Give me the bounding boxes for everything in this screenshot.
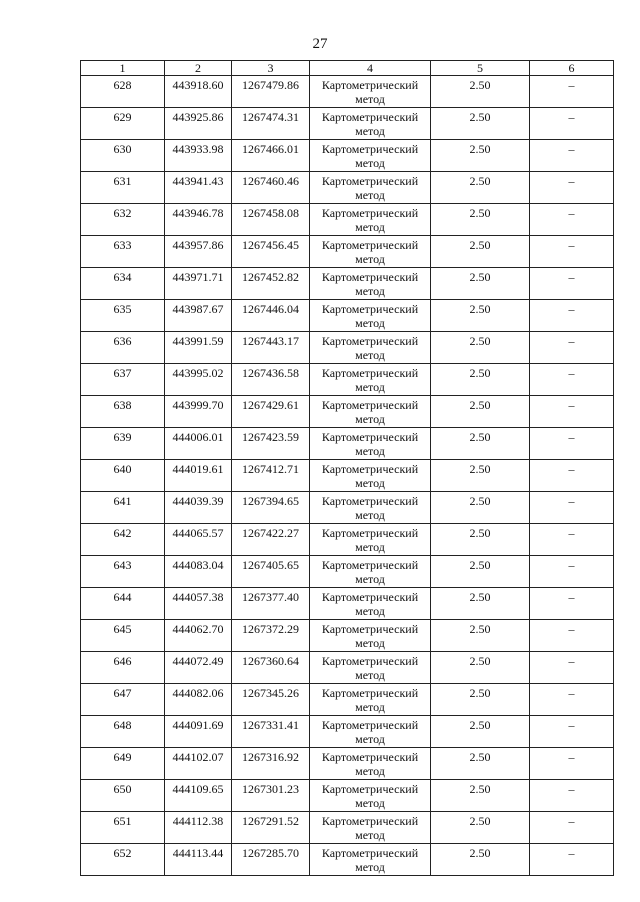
method-cell: Картометрический метод — [310, 524, 431, 556]
accuracy-cell: 2.50 — [431, 684, 530, 716]
y-coordinate-cell: 1267458.08 — [232, 204, 310, 236]
x-coordinate-cell: 443933.98 — [165, 140, 232, 172]
point-number-cell: 652 — [81, 844, 165, 876]
x-coordinate-cell: 443991.59 — [165, 332, 232, 364]
table-row — [81, 812, 614, 844]
x-coordinate-cell: 444113.44 — [165, 844, 232, 876]
y-coordinate-cell: 1267285.70 — [232, 844, 310, 876]
y-coordinate-cell: 1267446.04 — [232, 300, 310, 332]
y-coordinate-cell: 1267460.46 — [232, 172, 310, 204]
method-cell: Картометрический метод — [310, 716, 431, 748]
x-coordinate-cell: 444112.38 — [165, 812, 232, 844]
point-number-cell: 639 — [81, 428, 165, 460]
table-row — [81, 268, 614, 300]
method-cell: Картометрический метод — [310, 300, 431, 332]
method-cell: Картометрический метод — [310, 140, 431, 172]
accuracy-cell: 2.50 — [431, 524, 530, 556]
table-row — [81, 556, 614, 588]
accuracy-cell: 2.50 — [431, 812, 530, 844]
point-number-cell: 646 — [81, 652, 165, 684]
method-cell: Картометрический метод — [310, 620, 431, 652]
method-cell: Картометрический метод — [310, 684, 431, 716]
point-number-cell: 628 — [81, 76, 165, 108]
y-coordinate-cell: 1267377.40 — [232, 588, 310, 620]
table-row — [81, 460, 614, 492]
method-cell: Картометрический метод — [310, 588, 431, 620]
accuracy-cell: 2.50 — [431, 428, 530, 460]
accuracy-cell: 2.50 — [431, 204, 530, 236]
x-coordinate-cell: 443941.43 — [165, 172, 232, 204]
table-row — [81, 620, 614, 652]
coordinates-table — [80, 60, 614, 876]
y-coordinate-cell: 1267443.17 — [232, 332, 310, 364]
point-number-cell: 642 — [81, 524, 165, 556]
accuracy-cell: 2.50 — [431, 364, 530, 396]
method-cell: Картометрический метод — [310, 332, 431, 364]
note-cell: – — [530, 428, 614, 460]
point-number-cell: 633 — [81, 236, 165, 268]
note-cell: – — [530, 204, 614, 236]
y-coordinate-cell: 1267466.01 — [232, 140, 310, 172]
y-coordinate-cell: 1267412.71 — [232, 460, 310, 492]
accuracy-cell: 2.50 — [431, 236, 530, 268]
note-cell: – — [530, 300, 614, 332]
accuracy-cell: 2.50 — [431, 780, 530, 812]
table-row — [81, 684, 614, 716]
note-cell: – — [530, 524, 614, 556]
y-coordinate-cell: 1267291.52 — [232, 812, 310, 844]
method-cell: Картометрический метод — [310, 460, 431, 492]
point-number-cell: 647 — [81, 684, 165, 716]
table-row — [81, 748, 614, 780]
page-number: 27 — [312, 36, 328, 52]
accuracy-cell: 2.50 — [431, 652, 530, 684]
method-cell: Картометрический метод — [310, 844, 431, 876]
x-coordinate-cell: 443971.71 — [165, 268, 232, 300]
accuracy-cell: 2.50 — [431, 588, 530, 620]
accuracy-cell: 2.50 — [431, 396, 530, 428]
note-cell: – — [530, 652, 614, 684]
x-coordinate-cell: 444091.69 — [165, 716, 232, 748]
note-cell: – — [530, 172, 614, 204]
x-coordinate-cell: 444019.61 — [165, 460, 232, 492]
table-row — [81, 652, 614, 684]
table-row — [81, 140, 614, 172]
x-coordinate-cell: 444082.06 — [165, 684, 232, 716]
method-cell: Картометрический метод — [310, 76, 431, 108]
table-row — [81, 396, 614, 428]
y-coordinate-cell: 1267405.65 — [232, 556, 310, 588]
point-number-cell: 635 — [81, 300, 165, 332]
accuracy-cell: 2.50 — [431, 844, 530, 876]
accuracy-cell: 2.50 — [431, 556, 530, 588]
point-number-cell: 643 — [81, 556, 165, 588]
point-number-cell: 640 — [81, 460, 165, 492]
method-cell: Картометрический метод — [310, 780, 431, 812]
table-row — [81, 332, 614, 364]
method-cell: Картометрический метод — [310, 172, 431, 204]
y-coordinate-cell: 1267331.41 — [232, 716, 310, 748]
point-number-cell: 644 — [81, 588, 165, 620]
method-cell: Картометрический метод — [310, 364, 431, 396]
point-number-cell: 638 — [81, 396, 165, 428]
note-cell: – — [530, 748, 614, 780]
accuracy-cell: 2.50 — [431, 172, 530, 204]
accuracy-cell: 2.50 — [431, 140, 530, 172]
x-coordinate-cell: 443946.78 — [165, 204, 232, 236]
accuracy-cell: 2.50 — [431, 300, 530, 332]
note-cell: – — [530, 492, 614, 524]
y-coordinate-cell: 1267452.82 — [232, 268, 310, 300]
y-coordinate-cell: 1267394.65 — [232, 492, 310, 524]
x-coordinate-cell: 443999.70 — [165, 396, 232, 428]
x-coordinate-cell: 444062.70 — [165, 620, 232, 652]
point-number-cell: 636 — [81, 332, 165, 364]
note-cell: – — [530, 556, 614, 588]
x-coordinate-cell: 444006.01 — [165, 428, 232, 460]
note-cell: – — [530, 460, 614, 492]
note-cell: – — [530, 108, 614, 140]
table-row — [81, 300, 614, 332]
column-header-1: 1 — [81, 61, 165, 76]
x-coordinate-cell: 444072.49 — [165, 652, 232, 684]
method-cell: Картометрический метод — [310, 108, 431, 140]
table-row — [81, 76, 614, 108]
accuracy-cell: 2.50 — [431, 268, 530, 300]
y-coordinate-cell: 1267360.64 — [232, 652, 310, 684]
table-row — [81, 172, 614, 204]
note-cell: – — [530, 236, 614, 268]
x-coordinate-cell: 443925.86 — [165, 108, 232, 140]
y-coordinate-cell: 1267422.27 — [232, 524, 310, 556]
x-coordinate-cell: 444065.57 — [165, 524, 232, 556]
point-number-cell: 651 — [81, 812, 165, 844]
method-cell: Картометрический метод — [310, 428, 431, 460]
point-number-cell: 632 — [81, 204, 165, 236]
table-row — [81, 364, 614, 396]
method-cell: Картометрический метод — [310, 812, 431, 844]
column-header-6: 6 — [530, 61, 614, 76]
accuracy-cell: 2.50 — [431, 76, 530, 108]
note-cell: – — [530, 76, 614, 108]
method-cell: Картометрический метод — [310, 236, 431, 268]
point-number-cell: 648 — [81, 716, 165, 748]
column-header-5: 5 — [431, 61, 530, 76]
note-cell: – — [530, 332, 614, 364]
accuracy-cell: 2.50 — [431, 620, 530, 652]
x-coordinate-cell: 443918.60 — [165, 76, 232, 108]
header-row — [81, 61, 614, 76]
x-coordinate-cell: 443957.86 — [165, 236, 232, 268]
note-cell: – — [530, 140, 614, 172]
x-coordinate-cell: 444109.65 — [165, 780, 232, 812]
note-cell: – — [530, 588, 614, 620]
note-cell: – — [530, 780, 614, 812]
table-row — [81, 492, 614, 524]
table-row — [81, 108, 614, 140]
method-cell: Картометрический метод — [310, 556, 431, 588]
accuracy-cell: 2.50 — [431, 716, 530, 748]
point-number-cell: 631 — [81, 172, 165, 204]
point-number-cell: 649 — [81, 748, 165, 780]
y-coordinate-cell: 1267301.23 — [232, 780, 310, 812]
method-cell: Картометрический метод — [310, 268, 431, 300]
y-coordinate-cell: 1267423.59 — [232, 428, 310, 460]
accuracy-cell: 2.50 — [431, 332, 530, 364]
point-number-cell: 641 — [81, 492, 165, 524]
method-cell: Картометрический метод — [310, 204, 431, 236]
x-coordinate-cell: 443987.67 — [165, 300, 232, 332]
point-number-cell: 634 — [81, 268, 165, 300]
point-number-cell: 650 — [81, 780, 165, 812]
y-coordinate-cell: 1267316.92 — [232, 748, 310, 780]
method-cell: Картометрический метод — [310, 492, 431, 524]
accuracy-cell: 2.50 — [431, 748, 530, 780]
table-row — [81, 428, 614, 460]
note-cell: – — [530, 620, 614, 652]
table-row — [81, 716, 614, 748]
table-row — [81, 204, 614, 236]
method-cell: Картометрический метод — [310, 396, 431, 428]
y-coordinate-cell: 1267436.58 — [232, 364, 310, 396]
y-coordinate-cell: 1267429.61 — [232, 396, 310, 428]
y-coordinate-cell: 1267474.31 — [232, 108, 310, 140]
accuracy-cell: 2.50 — [431, 108, 530, 140]
y-coordinate-cell: 1267372.29 — [232, 620, 310, 652]
x-coordinate-cell: 444102.07 — [165, 748, 232, 780]
table-row — [81, 780, 614, 812]
x-coordinate-cell: 444057.38 — [165, 588, 232, 620]
note-cell: – — [530, 716, 614, 748]
note-cell: – — [530, 844, 614, 876]
x-coordinate-cell: 444083.04 — [165, 556, 232, 588]
point-number-cell: 645 — [81, 620, 165, 652]
accuracy-cell: 2.50 — [431, 492, 530, 524]
y-coordinate-cell: 1267345.26 — [232, 684, 310, 716]
column-header-2: 2 — [165, 61, 232, 76]
table-row — [81, 588, 614, 620]
y-coordinate-cell: 1267456.45 — [232, 236, 310, 268]
note-cell: – — [530, 364, 614, 396]
note-cell: – — [530, 396, 614, 428]
note-cell: – — [530, 268, 614, 300]
method-cell: Картометрический метод — [310, 748, 431, 780]
table-row — [81, 844, 614, 876]
accuracy-cell: 2.50 — [431, 460, 530, 492]
table-row — [81, 236, 614, 268]
x-coordinate-cell: 444039.39 — [165, 492, 232, 524]
method-cell: Картометрический метод — [310, 652, 431, 684]
note-cell: – — [530, 684, 614, 716]
note-cell: – — [530, 812, 614, 844]
point-number-cell: 629 — [81, 108, 165, 140]
table-row — [81, 524, 614, 556]
column-header-4: 4 — [310, 61, 431, 76]
x-coordinate-cell: 443995.02 — [165, 364, 232, 396]
y-coordinate-cell: 1267479.86 — [232, 76, 310, 108]
column-header-3: 3 — [232, 61, 310, 76]
point-number-cell: 630 — [81, 140, 165, 172]
point-number-cell: 637 — [81, 364, 165, 396]
